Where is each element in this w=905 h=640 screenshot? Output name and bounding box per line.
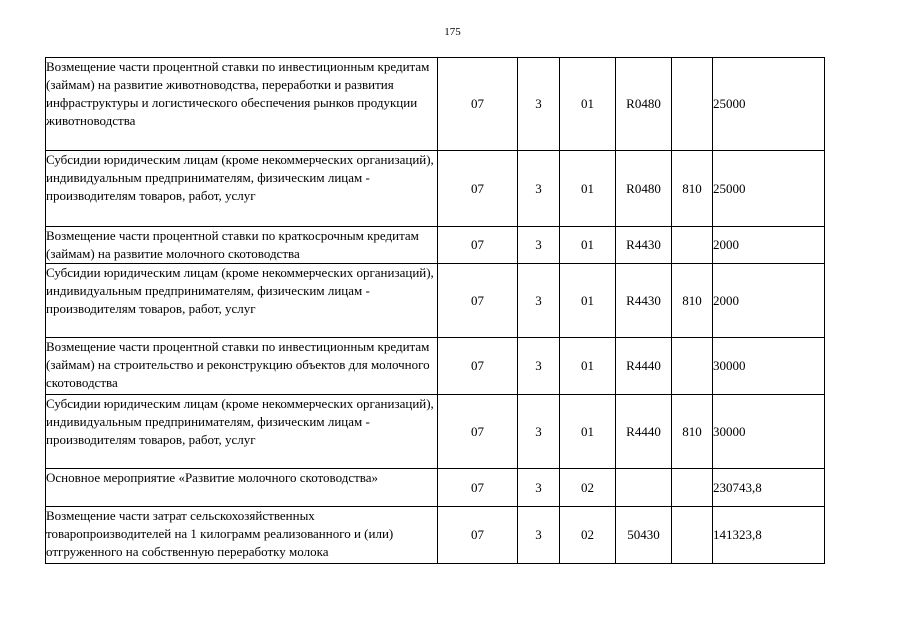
row-code-2: 3: [518, 469, 560, 507]
row-code-1: 07: [438, 151, 518, 227]
table-row: [46, 507, 825, 564]
row-code-1: 07: [438, 507, 518, 564]
row-code-3: 01: [560, 227, 616, 264]
row-code-1: 07: [438, 395, 518, 469]
row-code-2: 3: [518, 151, 560, 227]
row-code-3: 01: [560, 338, 616, 395]
row-name: Основное мероприятие «Развитие молочного скотоводства»: [46, 469, 438, 507]
row-code-2: 3: [518, 338, 560, 395]
row-name: Субсидии юридическим лицам (кроме некоммерческих организаций), индивидуальным предпринимателям, физическим лицам - производителям товаров, работ, услуг: [46, 151, 438, 227]
row-code-1: 07: [438, 58, 518, 151]
row-code-1: 07: [438, 264, 518, 338]
budget-table: [45, 57, 825, 564]
row-name: Возмещение части процентной ставки по краткосрочным кредитам (займам) на развитие молочного скотоводства: [46, 227, 438, 264]
table-row: [46, 151, 825, 227]
row-code-1: 07: [438, 469, 518, 507]
row-expense-type: [672, 338, 713, 395]
row-expense-type: [672, 469, 713, 507]
row-target-code: R4430: [616, 227, 672, 264]
table-row: [46, 227, 825, 264]
table-row: [46, 58, 825, 151]
row-amount: 25000: [713, 151, 825, 227]
row-code-3: 01: [560, 264, 616, 338]
row-target-code: R4440: [616, 395, 672, 469]
row-code-2: 3: [518, 507, 560, 564]
row-amount: 2000: [713, 264, 825, 338]
page-number: 175: [444, 26, 461, 38]
row-code-3: 02: [560, 469, 616, 507]
row-name: Возмещение части затрат сельскохозяйственных товаропроизводителей на 1 килограмм реализованного и (или) отгруженного на собственную переработку молока: [46, 507, 438, 564]
table-row: [46, 469, 825, 507]
row-target-code: [616, 469, 672, 507]
row-target-code: R4430: [616, 264, 672, 338]
row-code-1: 07: [438, 338, 518, 395]
row-target-code: R0480: [616, 58, 672, 151]
row-name: Субсидии юридическим лицам (кроме некоммерческих организаций), индивидуальным предпринимателям, физическим лицам - производителям товаров, работ, услуг: [46, 395, 438, 469]
row-expense-type: [672, 227, 713, 264]
row-amount: 141323,8: [713, 507, 825, 564]
row-code-1: 07: [438, 227, 518, 264]
row-name: Возмещение части процентной ставки по инвестиционным кредитам (займам) на развитие животноводства, переработки и развития инфраструктуры и логистического обеспечения рынков продукции животноводства: [46, 58, 438, 151]
row-code-3: 02: [560, 507, 616, 564]
row-code-3: 01: [560, 395, 616, 469]
row-target-code: R0480: [616, 151, 672, 227]
row-expense-type: [672, 507, 713, 564]
row-expense-type: 810: [672, 151, 713, 227]
row-target-code: 50430: [616, 507, 672, 564]
row-expense-type: 810: [672, 395, 713, 469]
row-code-3: 01: [560, 151, 616, 227]
row-code-2: 3: [518, 227, 560, 264]
row-amount: 230743,8: [713, 469, 825, 507]
row-amount: 30000: [713, 338, 825, 395]
row-code-3: 01: [560, 58, 616, 151]
row-expense-type: 810: [672, 264, 713, 338]
table-row: [46, 395, 825, 469]
row-amount: 30000: [713, 395, 825, 469]
row-amount: 25000: [713, 58, 825, 151]
table-row: [46, 264, 825, 338]
row-code-2: 3: [518, 58, 560, 151]
row-name: Субсидии юридическим лицам (кроме некоммерческих организаций), индивидуальным предпринимателям, физическим лицам - производителям товаров, работ, услуг: [46, 264, 438, 338]
row-target-code: R4440: [616, 338, 672, 395]
row-code-2: 3: [518, 264, 560, 338]
row-amount: 2000: [713, 227, 825, 264]
row-expense-type: [672, 58, 713, 151]
row-name: Возмещение части процентной ставки по инвестиционным кредитам (займам) на строительство и реконструкцию объектов для молочного скотоводства: [46, 338, 438, 395]
table-row: [46, 338, 825, 395]
row-code-2: 3: [518, 395, 560, 469]
